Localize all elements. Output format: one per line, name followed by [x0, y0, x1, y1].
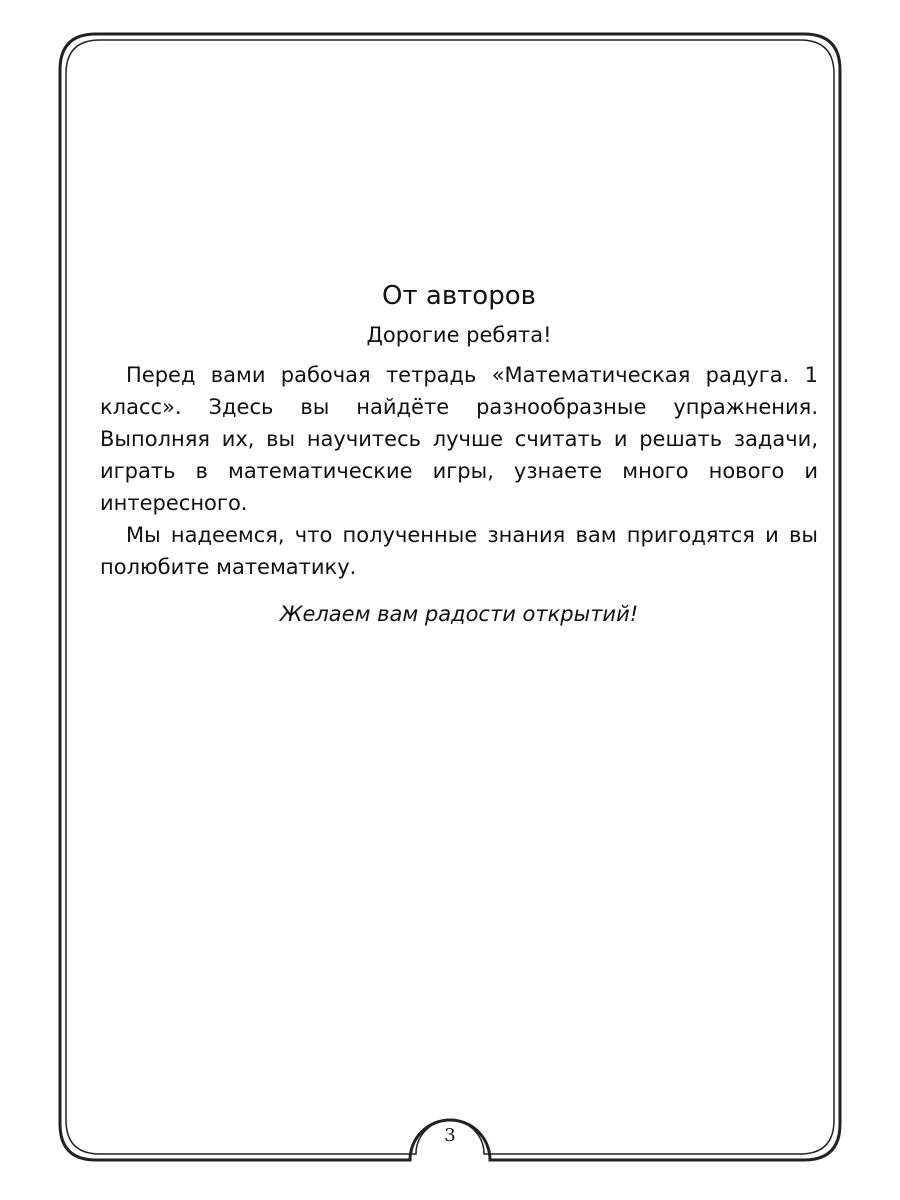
- greeting: Дорогие ребята!: [366, 322, 552, 347]
- closing-wish: Желаем вам радости открытий!: [279, 602, 639, 627]
- page-content: [100, 280, 818, 628]
- paragraph-intro: Перед вами рабочая тетрадь «Математическая радуга. 1 класс». Здесь вы найдёте разнообразные упражнения. Выполняя их, вы научитесь лучше считать и решать задачи, играть в математические игры, узнаете много нового и интересного.: [100, 363, 818, 516]
- paragraph-hope: Мы надеемся, что полученные знания вам пригодятся и вы полюбите математику.: [100, 523, 818, 580]
- page-number: 3: [444, 1125, 456, 1146]
- page-title: От авторов: [382, 281, 536, 311]
